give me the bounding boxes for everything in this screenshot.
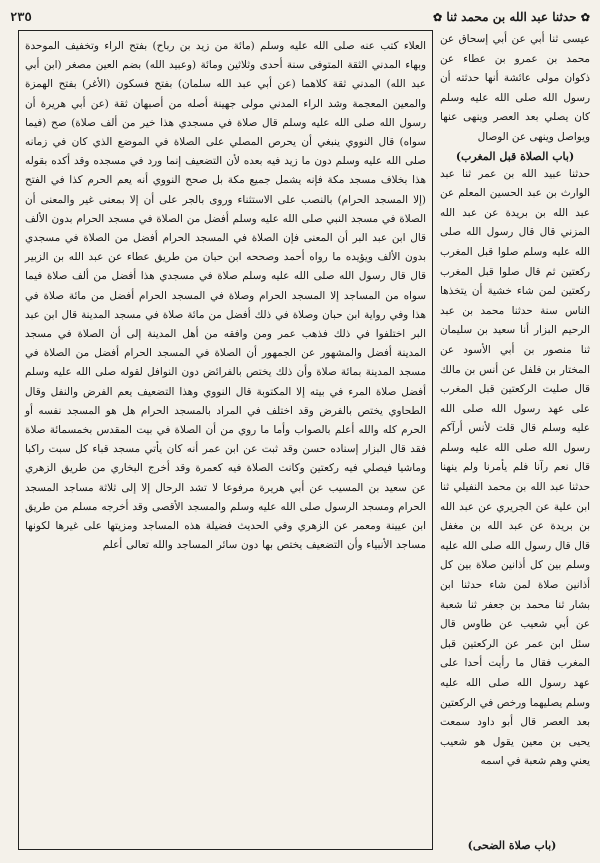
main-paragraph: العلاء كتب عنه صلى الله عليه وسلم (مائة من زيد بن رباح) بفتح الراء وتخفيف الموحدة وبهاء المدني الثقة المتوفى سنة أحدى وثلاثين ومائة (وعبيد الله) بضم العين مصغر (ابن أبي عبد الله) المدني ثقة كلاهما (عن أبي عبد الله سلمان) بفتح فسكون (الأغر) بفتح الهمزة والمعين المعجمة وشد الراء المدني مولى جهينة أصله من أصبهان ثقة (عن أبي هريرة أن رسول الله صلى الله عليه وسلم قال صلاة في مسجدي هذا خير من ألف صلاة) صح (فيما سواه) قال النووي ينبغي أن يحرص المصلي على الصلاة في الموضع الذي كان في زمانه صلى الله عليه وسلم دون ما زيد فيه بعده لأن التضعيف إنما ورد في مسجده وقد أكده بقوله هذا بخلاف مسجد مكة فإنه يشمل جميع مكة بل صحح النووي أنه يعم الحرم كذا في الفتح (إلا المسجد الحرام) بالنصب على الاستثناء وروى بالجر على أن إلا بمعنى غير والمعنى أن الصلاة في مسجد النبي صلى الله عليه وسلم أفضل من الصلاة في مسجد الحرام بدون الألف قال ابن عبد البر أن المعنى فإن الصلاة في المسجد الحرام أفضل من الصلاة في مسجدي بدون الألف ويؤيده ما رواه أحمد وصححه ابن حبان من طريق عطاء عن عبد الله بن الزبير قال قال رسول الله صلى الله عليه وسلم صلاة في مسجدي هذا أفضل من ألف صلاة فيما سواه من المساجد إلا المسجد الحرام وصلاة في المسجد الحرام أفضل من مائة صلاة في هذا وفي رواية ابن حبان وصلاة في ذلك أفضل من مائة صلاة في مسجد المدينة قال ابن عبد البر اختلفوا في ذلك فذهب عمر ومن وافقه من أهل المدينة إلى أن الصلاة في مسجد المدينة أفضل والمشهور عن الجمهور أن الصلاة في المسجد الحرام أفضل من الصلاة في مسجد المدينة بمائة صلاة وأن ذلك يختص بالفرائض دون النوافل لقوله صلى الله عليه وسلم أفضل صلاة المرء في بيته إلا المكتوبة قال النووي وهذا التضعيف يعم الفرض والنفل وقال الطحاوي يختص بالفرض وقد اختلف في المراد بالمسجد الحرام هل هو المسجد نفسه أو الحرم كله والله أعلم بالصواب وأما ما روي من أن الصلاة في بيت المقدس بخمسمائة صلاة فقد قال البزار إسناده حسن وقد ثبت عن ابن عمر أنه كان يأتي مسجد قباء كل سبت راكبا وماشيا فيصلي فيه ركعتين وكانت الصلاة فيه كعمرة وقد أخرج البخاري من طريق الزهري عن سعيد بن المسيب عن أبي هريرة مرفوعا لا تشد الرحال إلا إلى ثلاثة مساجد المسجد الحرام ومسجد الرسول صلى الله عليه وسلم والمسجد الأقصى وقد أخرجه مسلم من طريق ابن عيينة ومعمر عن الزهري وفي الحديث فضيلة هذه المساجد ومزيتها على غيرها لكونها مساجد الأنبياء وأن التضعيف يختص بها دون سائر المساجد والله تعالى أعلم	[25, 40, 426, 552]
ornament-icon: ✿	[580, 11, 590, 24]
margin-paragraph: حدثنا عبيد الله بن عمر ثنا عبد الوارث بن عبد الحسين المعلم عن عبد الله بن بريدة عن عبد الله المزني قال قال رسول الله صلى الله عليه وسلم صلوا قبل المغرب ركعتين ثم قال صلوا قبل المغرب ركعتين لمن شاء خشية أن يتخذها الناس سنة حدثنا محمد بن عبد الرحيم البزار أنا سعيد بن سليمان ثنا منصور بن أبي الأسود عن المختار بن فلفل عن أنس بن مالك قال صليت الركعتين قبل المغرب على عهد رسول الله صلى الله عليه وسلم قال قلت لأنس أرآكم رسول الله صلى الله عليه وسلم قال نعم رآنا فلم يأمرنا ولم ينهنا حدثنا عبد الله بن محمد النفيلي ثنا ابن علية عن الجريري عن عبد الله بن بريدة عن عبد الله بن مغفل قال قال رسول الله صلى الله عليه وسلم بين كل أذانين صلاة بين كل أذانين صلاة لمن شاء حدثنا ابن بشار ثنا محمد بن جعفر ثنا شعبة عن أبي شعيب عن طاوس قال سئل ابن عمر عن الركعتين قبل المغرب فقال ما رأيت أحدا على عهد رسول الله صلى الله عليه وسلم يصليهما ورخص في الركعتين بعد العصر قال أبو داود سمعت يحيى بن معين يقول هو شعيب يعني وهم شعبة في اسمه	[440, 167, 590, 768]
chapter-heading-text: باب الصلاة قبل المغرب	[461, 149, 569, 163]
ornament-icon: ✿	[432, 11, 443, 24]
bottom-chapter-heading: (باب صلاة الضحى)	[467, 839, 557, 852]
chapter-heading: (باب الصلاة قبل المغرب)	[455, 149, 575, 163]
main-text-box	[18, 30, 433, 850]
page-header	[10, 6, 590, 28]
margin-paragraph: عيسى ثنا أبي عن أبي إسحاق عن محمد بن عمرو بن عطاء عن ذكوان مولى عائشة أنها حدثته أن رسول الله صلى الله عليه وسلم كان يصلي بعد العصر وينهى عنها ويواصل وينهى عن الوصال	[440, 33, 590, 143]
page-number: ٢٣٥	[10, 10, 32, 24]
bottom-chapter-heading-text: باب صلاة الضحى	[472, 839, 552, 852]
running-title-text: حدثنا عبد الله بن محمد ثنا	[446, 10, 577, 24]
margin-text-column	[440, 30, 590, 852]
running-title	[433, 10, 590, 24]
book-page	[10, 6, 590, 854]
